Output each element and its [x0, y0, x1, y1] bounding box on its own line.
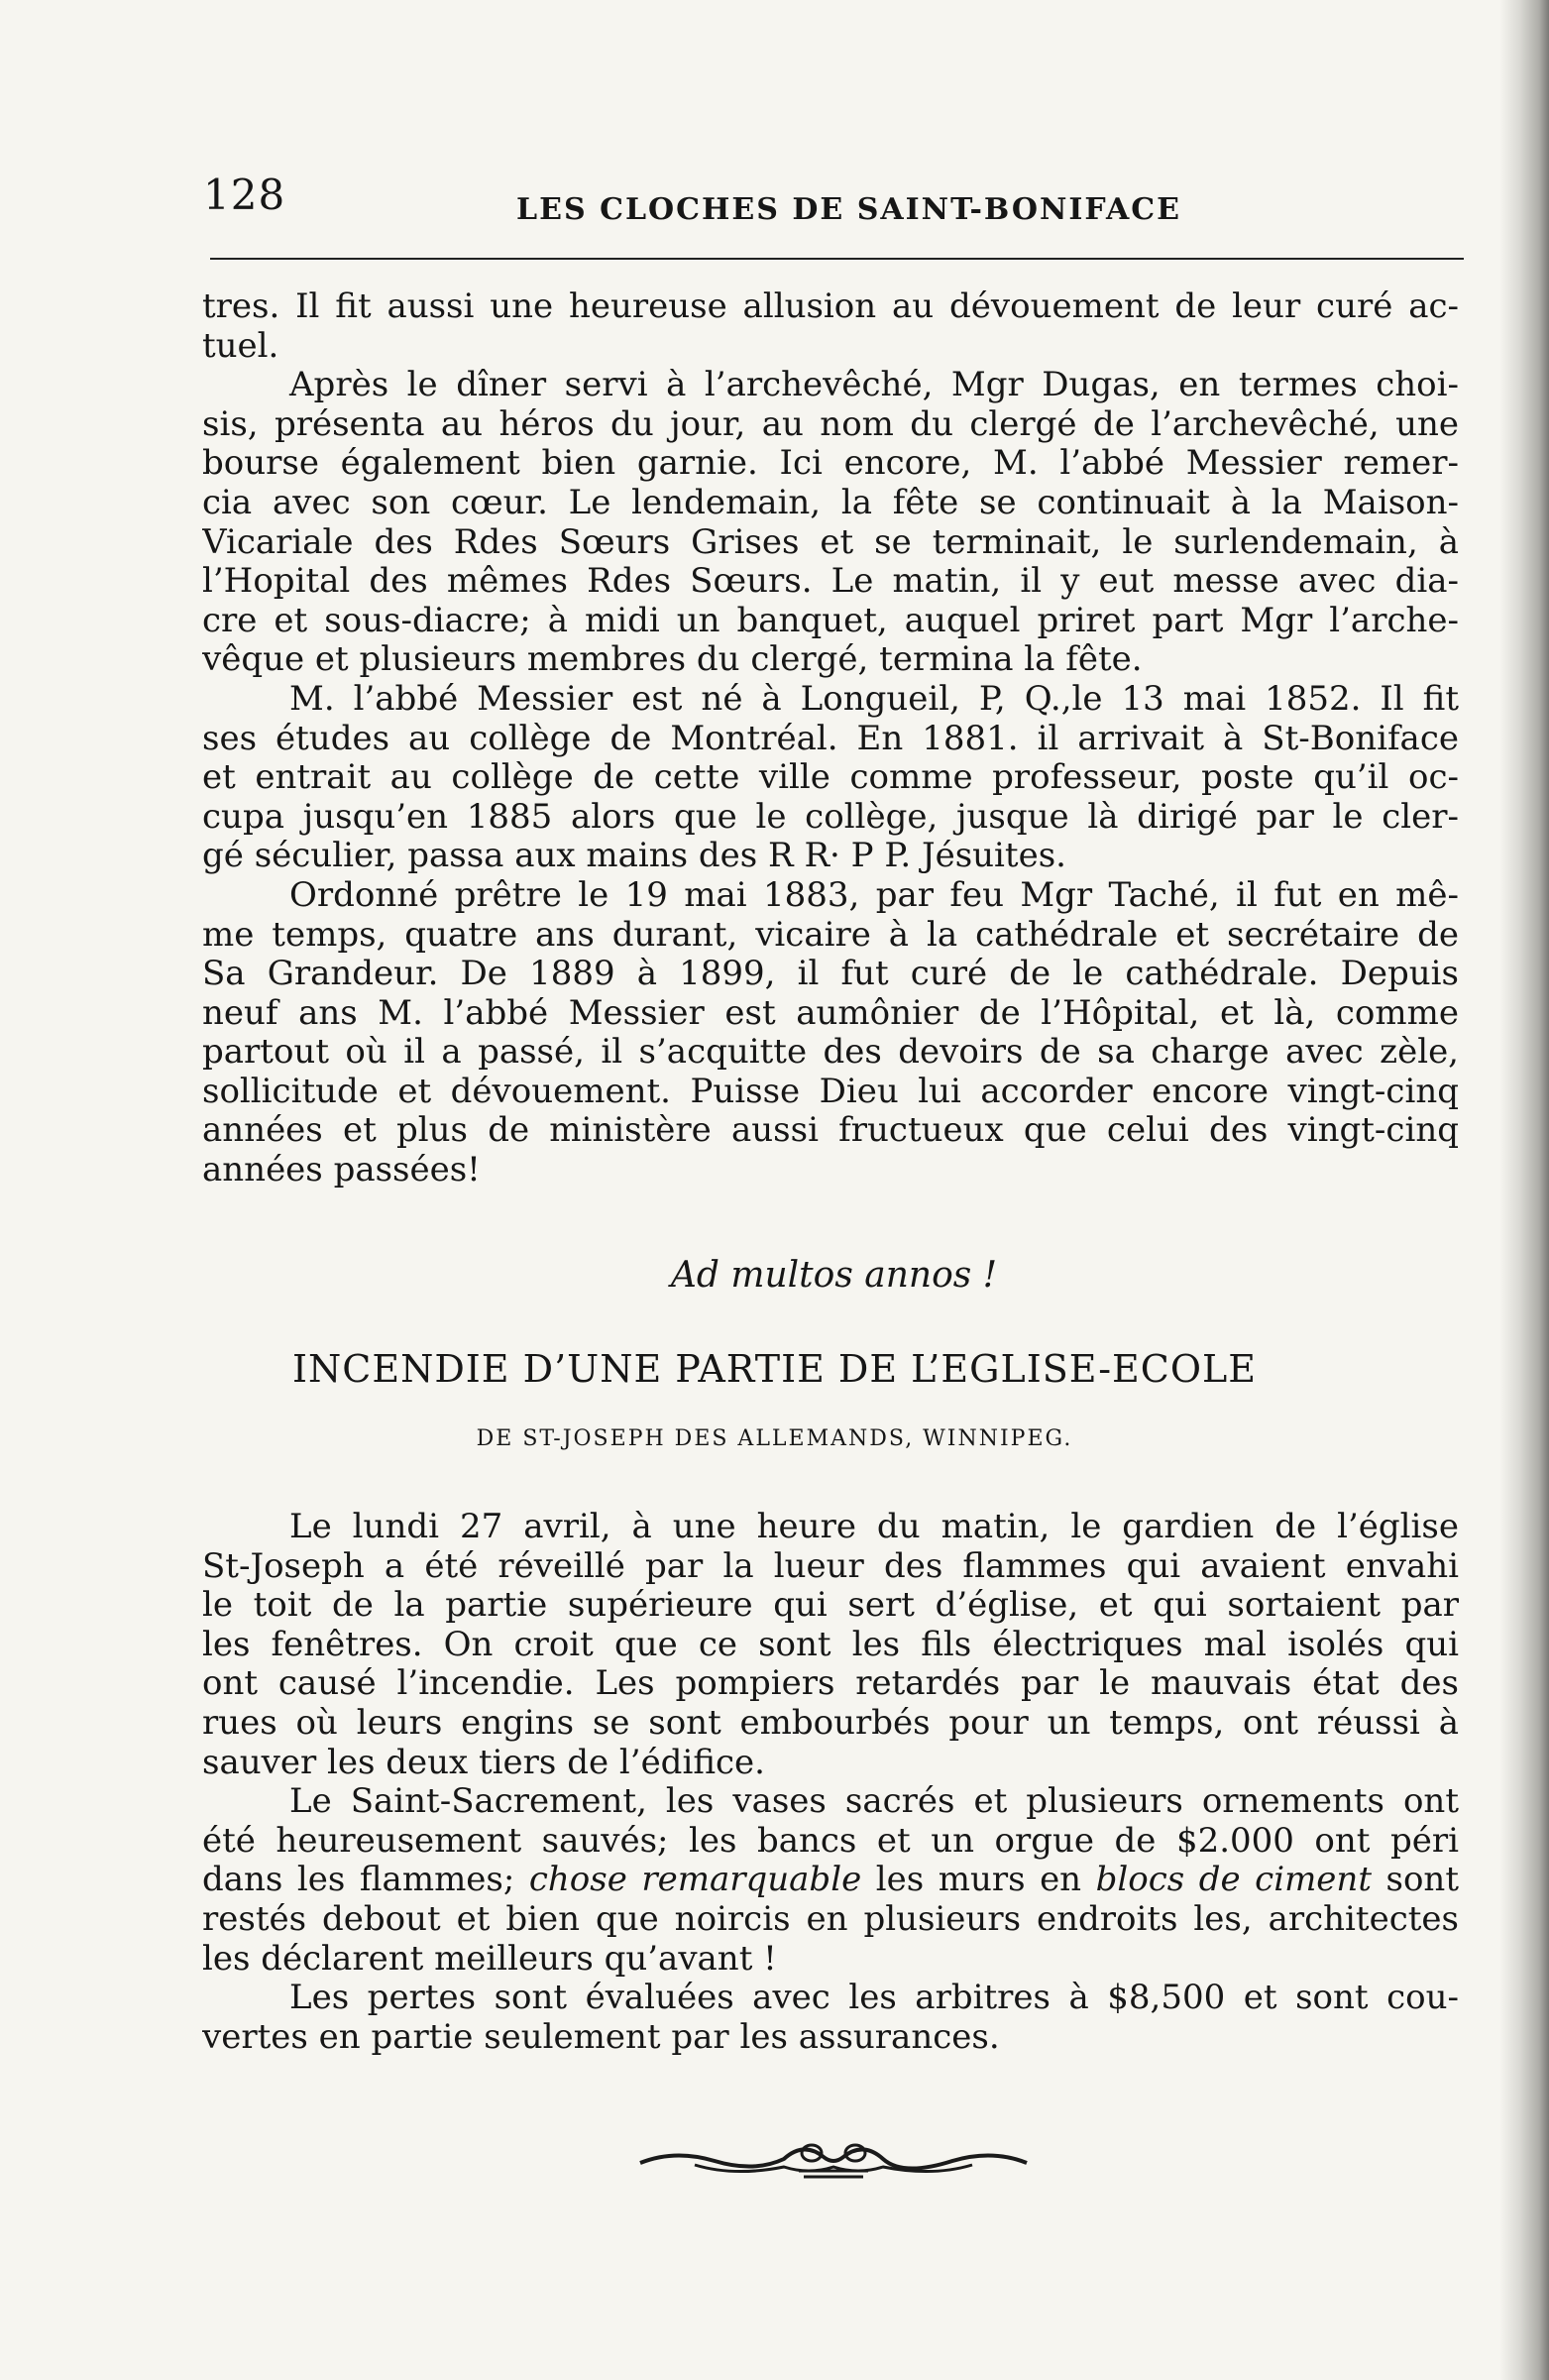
header-rule — [210, 258, 1464, 260]
text-line: cupa jusqu’en 1885 alors que le collège, jusque là dirigé par le cler- — [202, 797, 1459, 837]
text-line: St-Joseph a été réveillé par la lueur des flammes qui avaient envahi — [202, 1546, 1459, 1586]
text-line: le toit de la partie supérieure qui sert d’église, et qui sortaient par — [202, 1586, 1459, 1626]
article-text-continued — [202, 287, 1459, 1190]
text-line: neuf ans M. l’abbé Messier est aumônier de l’Hôpital, et là, comme — [202, 993, 1459, 1033]
closing-text: Ad multos annos ! — [670, 1255, 998, 1296]
section-title: INCENDIE D’UNE PARTIE DE L’EGLISE-ECOLE — [292, 1347, 1257, 1391]
text-line: l’Hopital des mêmes Rdes Sœurs. Le matin, il y eut messe avec dia- — [202, 562, 1459, 602]
text-line: rues où leurs engins se sont embourbés pour un temps, ont réussi à — [202, 1703, 1459, 1743]
text-line: Vicariale des Rdes Sœurs Grises et se terminait, le surlendemain, à — [202, 522, 1459, 562]
text-line: ses études au collège de Montréal. En 1881. il arrivait à St-Boniface — [202, 719, 1459, 758]
text-line: Le Saint-Sacrement, les vases sacrés et plusieurs ornements ont — [289, 1782, 1459, 1822]
text-line: cia avec son cœur. Le lendemain, la fête se continuait à la Maison- — [202, 483, 1459, 522]
decorative-flourish-icon — [635, 2131, 1032, 2191]
text-line: Les pertes sont évaluées avec les arbitres à $8,500 et sont cou- — [289, 1979, 1459, 2018]
text-line: M. l’abbé Messier est né à Longueil, P, Q.,le 13 mai 1852. Il fit — [289, 679, 1459, 719]
text-line: sis, présenta au héros du jour, au nom du clergé de l’archevêché, une — [202, 404, 1459, 444]
fire-article-text — [202, 1508, 1459, 2057]
text-line: gé séculier, passa aux mains des R R· P P. Jésuites. — [202, 837, 1066, 876]
section-subtitle: DE ST-JOSEPH DES ALLEMANDS, WINNIPEG. — [476, 1426, 1073, 1451]
text-line: vertes en partie seulement par les assurances. — [202, 2017, 1000, 2057]
text-line: et entrait au collège de cette ville comme professeur, poste qu’il oc- — [202, 758, 1459, 798]
text-line: partout où il a passé, il s’acquitte des devoirs de sa charge avec zèle, — [202, 1033, 1459, 1073]
page-number: 128 — [203, 170, 286, 219]
text-line: cre et sous-diacre; à midi un banquet, auquel priret part Mgr l’arche- — [202, 601, 1459, 640]
text-line: sollicitude et dévouement. Puisse Dieu lui accorder encore vingt-cinq — [202, 1072, 1459, 1111]
text-line: tres. Il fit aussi une heureuse allusion au dévouement de leur curé ac- — [202, 287, 1459, 326]
text-line: vêque et plusieurs membres du clergé, termina la fête. — [202, 640, 1143, 680]
text-line: Le lundi 27 avril, à une heure du matin, le gardien de l’église — [289, 1508, 1459, 1546]
closing-salutation — [0, 1255, 1549, 1296]
text-line: été heureusement sauvés; les bancs et un orgue de $2.000 ont péri — [202, 1821, 1459, 1861]
page-edge-shadow — [1499, 0, 1549, 2380]
text-line: me temps, quatre ans durant, vicaire à la cathédrale et secrétaire de — [202, 915, 1459, 955]
text-line: Sa Grandeur. De 1889 à 1899, il fut curé de le cathédrale. Depuis — [202, 955, 1459, 994]
text-line: tuel. — [202, 326, 279, 366]
text-line: années passées! — [202, 1151, 481, 1190]
text-line: Après le dîner servi à l’archevêché, Mgr Dugas, en termes choi- — [289, 366, 1459, 405]
text-line: restés debout et bien que noircis en plusieurs endroits les, architectes — [202, 1899, 1459, 1939]
text-line: les fenêtres. On croit que ce sont les fils électriques mal isolés qui — [202, 1625, 1459, 1664]
text-line: années et plus de ministère aussi fructueux que celui des vingt-cinq — [202, 1111, 1459, 1151]
running-title: LES CLOCHES DE SAINT-BONIFACE — [516, 192, 1181, 227]
text-line: bourse également bien garnie. Ici encore, M. l’abbé Messier remer- — [202, 444, 1459, 484]
text-line: sauver les deux tiers de l’édifice. — [202, 1743, 765, 1782]
text-line: ont causé l’incendie. Les pompiers retardés par le mauvais état des — [202, 1664, 1459, 1704]
text-line: Ordonné prêtre le 19 mai 1883, par feu Mgr Taché, il fut en mê- — [289, 875, 1459, 915]
text-line: dans les flammes; chose remarquable les murs en blocs de ciment sont — [202, 1861, 1459, 1900]
text-line: les déclarent meilleurs qu’avant ! — [202, 1939, 777, 1979]
